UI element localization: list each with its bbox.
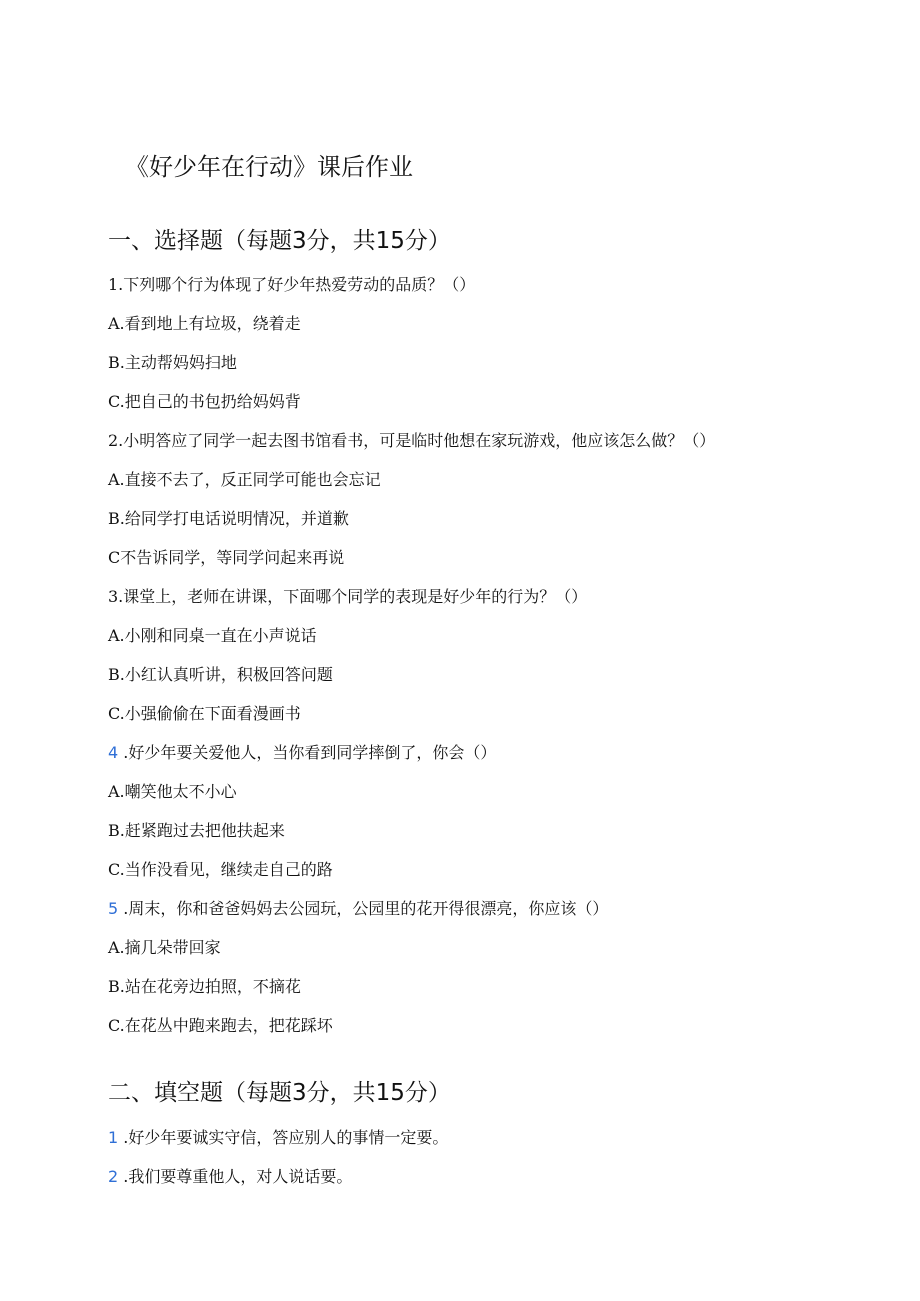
question-2: 2.小明答应了同学一起去图书馆看书，可是临时他想在家玩游戏，他应该怎么做？（） xyxy=(108,431,716,450)
question-3-option-a: A.小刚和同桌一直在小声说话 xyxy=(108,626,317,645)
question-3-option-b: B.小红认真听讲，积极回答问题 xyxy=(108,665,333,684)
fill-blank-item-1-text: .好少年要诚实守信，答应别人的事情一定要。 xyxy=(123,1128,449,1147)
question-4-text: .好少年要关爱他人，当你看到同学摔倒了，你会（） xyxy=(123,743,497,762)
question-5 xyxy=(108,897,608,921)
fill-blank-item-2-text: .我们要尊重他人，对人说话要。 xyxy=(123,1167,353,1186)
question-5-option-b: B.站在花旁边拍照，不摘花 xyxy=(108,977,301,996)
question-5-option-c: C.在花丛中跑来跑去，把花踩坏 xyxy=(108,1016,333,1035)
fill-blank-item-2 xyxy=(108,1165,352,1189)
question-2-option-c: C不告诉同学，等同学问起来再说 xyxy=(108,548,345,567)
fill-blank-item-2-number: 2 xyxy=(108,1167,119,1186)
question-2-option-b: B.给同学打电话说明情况，并道歉 xyxy=(108,509,349,528)
question-1-option-b: B.主动帮妈妈扫地 xyxy=(108,353,237,372)
question-4-option-a: A.嘲笑他太不小心 xyxy=(108,782,237,801)
question-1: 1.下列哪个行为体现了好少年热爱劳动的品质？（） xyxy=(108,275,476,294)
question-3: 3.课堂上，老师在讲课，下面哪个同学的表现是好少年的行为？（） xyxy=(108,587,588,606)
section-heading-fill-in-blank: 二、填空题（每题3分，共15分） xyxy=(108,1080,451,1106)
question-4-option-b: B.赶紧跑过去把他扶起来 xyxy=(108,821,285,840)
question-2-option-a: A.直接不去了，反正同学可能也会忘记 xyxy=(108,470,381,489)
fill-blank-item-1-number: 1 xyxy=(108,1128,119,1147)
question-5-option-a: A.摘几朵带回家 xyxy=(108,938,221,957)
question-5-number: 5 xyxy=(108,899,119,918)
fill-blank-item-1 xyxy=(108,1126,448,1150)
question-4-number: 4 xyxy=(108,743,119,762)
question-4 xyxy=(108,741,496,765)
section-heading-multiple-choice: 一、选择题（每题3分，共15分） xyxy=(108,228,451,254)
question-1-option-c: C.把自己的书包扔给妈妈背 xyxy=(108,392,301,411)
document-title: 《好少年在行动》课后作业 xyxy=(125,153,413,181)
question-3-option-c: C.小强偷偷在下面看漫画书 xyxy=(108,704,301,723)
question-5-text: .周末，你和爸爸妈妈去公园玩，公园里的花开得很漂亮，你应该（） xyxy=(123,899,609,918)
question-4-option-c: C.当作没看见，继续走自己的路 xyxy=(108,860,333,879)
question-1-option-a: A.看到地上有垃圾，绕着走 xyxy=(108,314,301,333)
